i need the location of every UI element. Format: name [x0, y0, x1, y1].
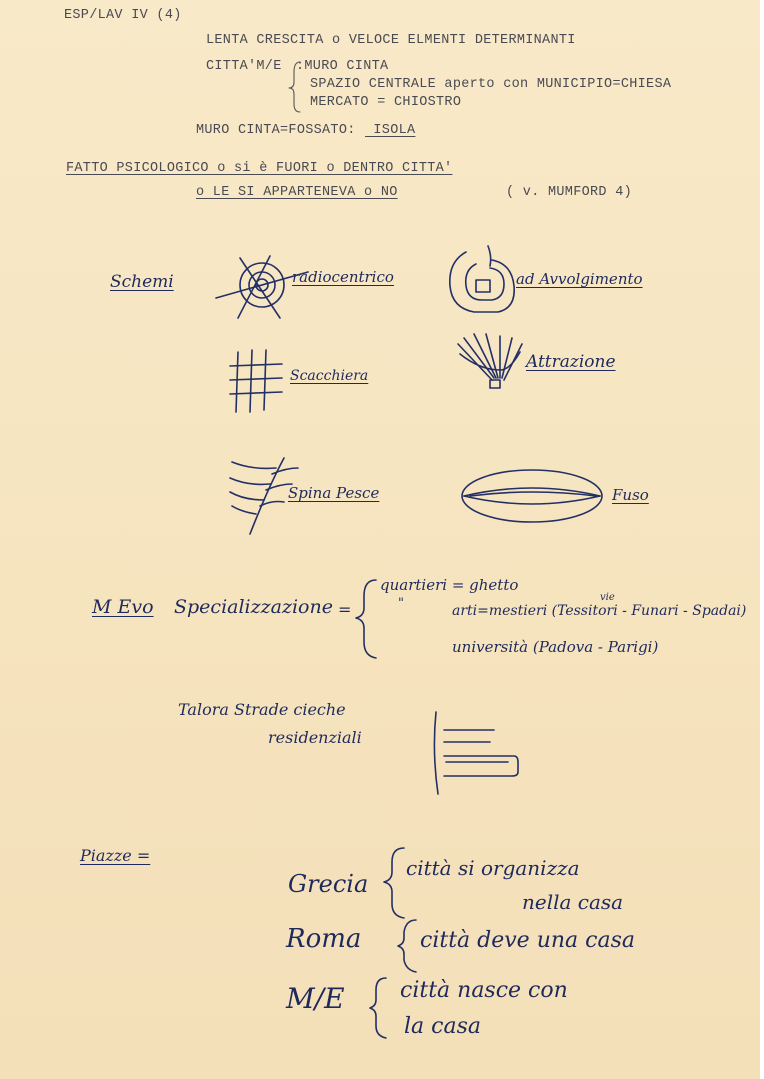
typed-line-city-prefix: CITTA'M/E: [206, 59, 282, 74]
label-equals: =: [338, 600, 352, 619]
label-mevo: M Evo: [92, 596, 154, 618]
label-piazze: Piazze =: [80, 846, 151, 865]
typed-line-muro-cinta: :MURO CINTA: [296, 59, 389, 74]
roma-text: città deve una casa: [420, 928, 635, 953]
label-talora: Talora Strade cieche: [178, 700, 346, 719]
typed-line-mercato: MERCATO = CHIOSTRO: [310, 95, 462, 110]
label-me: M/E: [286, 982, 345, 1015]
label-scacchiera: Scacchiera: [290, 368, 369, 384]
label-vie: vie: [600, 592, 615, 603]
typed-line-growth: LENTA CRESCITA o VELOCE ELMENTI DETERMINANTI: [206, 33, 576, 48]
label-roma: Roma: [286, 924, 362, 954]
label-radiocentrico: radiocentrico: [292, 268, 394, 286]
label-avvolgimento: ad Avvolgimento: [516, 270, 643, 288]
typed-line-mumford-ref: ( v. MUMFORD 4): [506, 185, 633, 200]
typed-line-apparteneva: o LE SI APPARTENEVA o NO: [196, 185, 398, 200]
typed-line-fossato: MURO CINTA=FOSSATO:: [196, 123, 356, 138]
typed-line-isola: ISOLA: [365, 123, 416, 138]
typed-line-fatto-psicologico: FATTO PSICOLOGICO o si è FUORI o DENTRO CITTA': [66, 161, 453, 176]
label-specializzazione: Specializzazione: [174, 596, 333, 618]
label-universita: università (Padova - Parigi): [452, 638, 659, 656]
label-quartieri: quartieri = ghetto: [380, 576, 519, 594]
grecia-text-line1: città si organizza: [406, 856, 580, 880]
label-fuso: Fuso: [612, 486, 649, 504]
label-grecia: Grecia: [288, 870, 369, 898]
me-text-line2: la casa: [404, 1014, 481, 1039]
label-ditto: ": [398, 596, 404, 611]
label-spina-pesce: Spina Pesce: [288, 484, 380, 502]
grecia-text-line2: nella casa: [522, 890, 624, 914]
me-text-line1: città nasce con: [400, 978, 568, 1003]
label-residenziali: residenziali: [268, 728, 362, 747]
typed-line-spazio-centrale: SPAZIO CENTRALE aperto con MUNICIPIO=CHIESA: [310, 77, 672, 92]
label-schemi: Schemi: [110, 272, 174, 292]
header-code: ESP/LAV IV (4): [64, 8, 182, 23]
label-arti-mestieri: arti=mestieri (Tessitori - Funari - Spadai): [452, 603, 747, 619]
label-attrazione: Attrazione: [526, 352, 616, 372]
